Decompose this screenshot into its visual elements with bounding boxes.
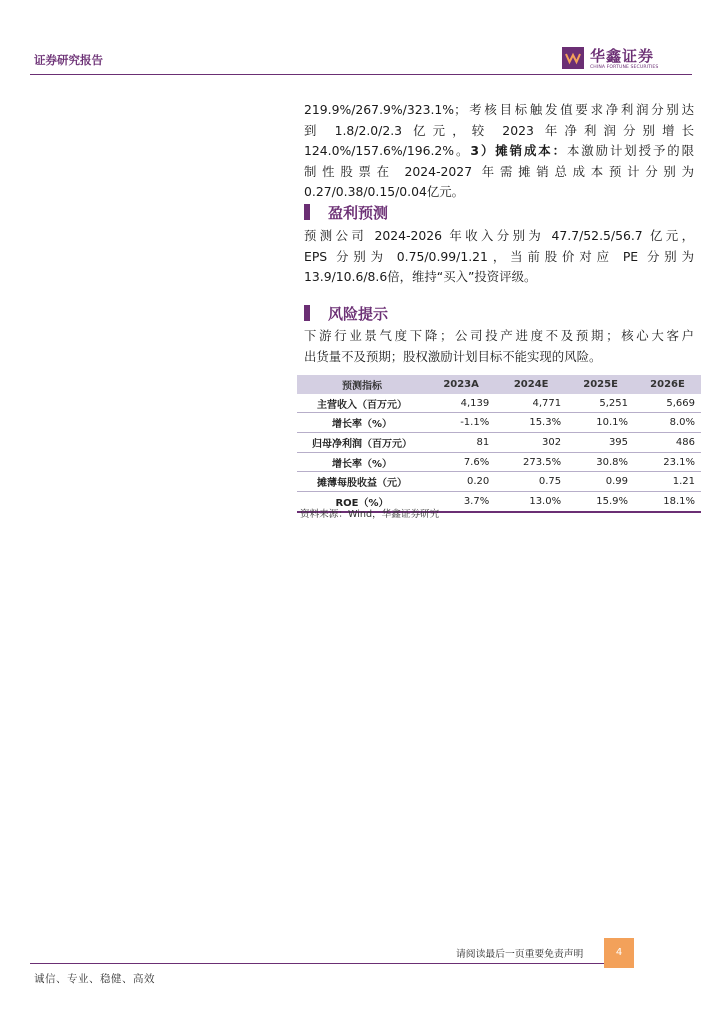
text-line: 0.27/0.38/0.15/0.04亿元。	[304, 184, 465, 199]
table-row	[297, 394, 701, 413]
table-cell: 81	[427, 433, 495, 453]
table-cell: -1.1%	[427, 413, 495, 433]
table-cell: 1.21	[634, 472, 701, 492]
logo-mark-icon	[562, 47, 584, 69]
row-label: 增长率（%）	[297, 413, 427, 433]
logo-name: 华鑫证券	[590, 47, 655, 65]
section-title-risk: 风险提示	[304, 303, 388, 324]
amortization-heading: 3）摊销成本：	[470, 143, 567, 158]
column-header: 预测指标	[297, 375, 427, 394]
table-cell: 23.1%	[634, 452, 701, 472]
header-divider	[30, 74, 692, 75]
table-cell: 486	[634, 433, 701, 453]
table-row	[297, 452, 701, 472]
text-line: 下游行业景气度下降；公司投产进度不及预期；核心大客户	[304, 328, 694, 343]
table-cell: 18.1%	[634, 492, 701, 512]
forecast-table	[297, 375, 701, 513]
report-type-label: 证券研究报告	[34, 53, 103, 67]
table-cell: 4,771	[495, 394, 567, 413]
row-label: 主营收入（百万元）	[297, 394, 427, 413]
company-logo	[562, 44, 682, 74]
table-cell: 5,669	[634, 394, 701, 413]
column-header: 2026E	[634, 375, 701, 394]
table-cell: 0.75	[495, 472, 567, 492]
footer-slogan: 诚信、专业、稳健、高效	[34, 973, 155, 985]
row-label: 归母净利润（百万元）	[297, 433, 427, 453]
table-cell: 30.8%	[567, 452, 634, 472]
table-cell: 302	[495, 433, 567, 453]
row-label: 摊薄每股收益（元）	[297, 472, 427, 492]
row-label: 增长率（%）	[297, 452, 427, 472]
body-paragraph-incentive	[304, 100, 694, 203]
table-cell: 273.5%	[495, 452, 567, 472]
footer-divider	[30, 963, 604, 964]
table-source-note: 资料来源：Wind，华鑫证券研究	[300, 509, 440, 520]
text-line: 出货量不及预期；股权激励计划目标不能实现的风险。	[304, 348, 602, 364]
table-cell: 15.9%	[567, 492, 634, 512]
table-cell: 15.3%	[495, 413, 567, 433]
text-line: 预测公司 2024-2026 年收入分别为 47.7/52.5/56.7 亿元，	[304, 228, 694, 243]
table-cell: 5,251	[567, 394, 634, 413]
text-line: 到 1.8/2.0/2.3 亿元，较 2023 年净利润分别增长	[304, 122, 694, 138]
column-header: 2023A	[427, 375, 495, 394]
table-cell: 0.99	[567, 472, 634, 492]
text-line: 124.0%/157.6%/196.2%。3）摊销成本：本激励计划授予的限	[304, 143, 695, 158]
column-header: 2025E	[567, 375, 634, 394]
table-cell: 10.1%	[567, 413, 634, 433]
table-row	[297, 472, 701, 492]
table-cell: 3.7%	[427, 492, 495, 512]
disclaimer-note: 请阅读最后一页重要免责声明	[456, 949, 584, 960]
page-number-badge: 4	[604, 938, 634, 968]
table-cell: 7.6%	[427, 452, 495, 472]
body-paragraph-forecast	[304, 226, 694, 288]
text-line: 219.9%/267.9%/323.1%；考核目标触发值要求净利润分别达	[304, 102, 694, 117]
text-line: 13.9/10.6/8.6倍，维持“买入”投资评级。	[304, 269, 537, 284]
table-row	[297, 433, 701, 453]
text-line: EPS 分别为 0.75/0.99/1.21，当前股价对应 PE 分别为	[304, 248, 694, 264]
section-marker-icon	[304, 305, 310, 321]
logo-english-name: CHINA FORTUNE SECURITIES	[590, 65, 659, 70]
table-cell: 395	[567, 433, 634, 453]
table-row	[297, 413, 701, 433]
table-cell: 0.20	[427, 472, 495, 492]
section-title-forecast: 盈利预测	[304, 202, 388, 223]
row-label: ROE（%）	[297, 492, 427, 512]
text-line: 制性股票在 2024-2027 年需摊销总成本预计分别为	[304, 163, 694, 179]
column-header: 2024E	[495, 375, 567, 394]
table-cell: 8.0%	[634, 413, 701, 433]
table-cell: 4,139	[427, 394, 495, 413]
section-marker-icon	[304, 204, 310, 220]
table-header-row	[297, 375, 701, 394]
body-paragraph-risk	[304, 326, 694, 367]
table-cell: 13.0%	[495, 492, 567, 512]
